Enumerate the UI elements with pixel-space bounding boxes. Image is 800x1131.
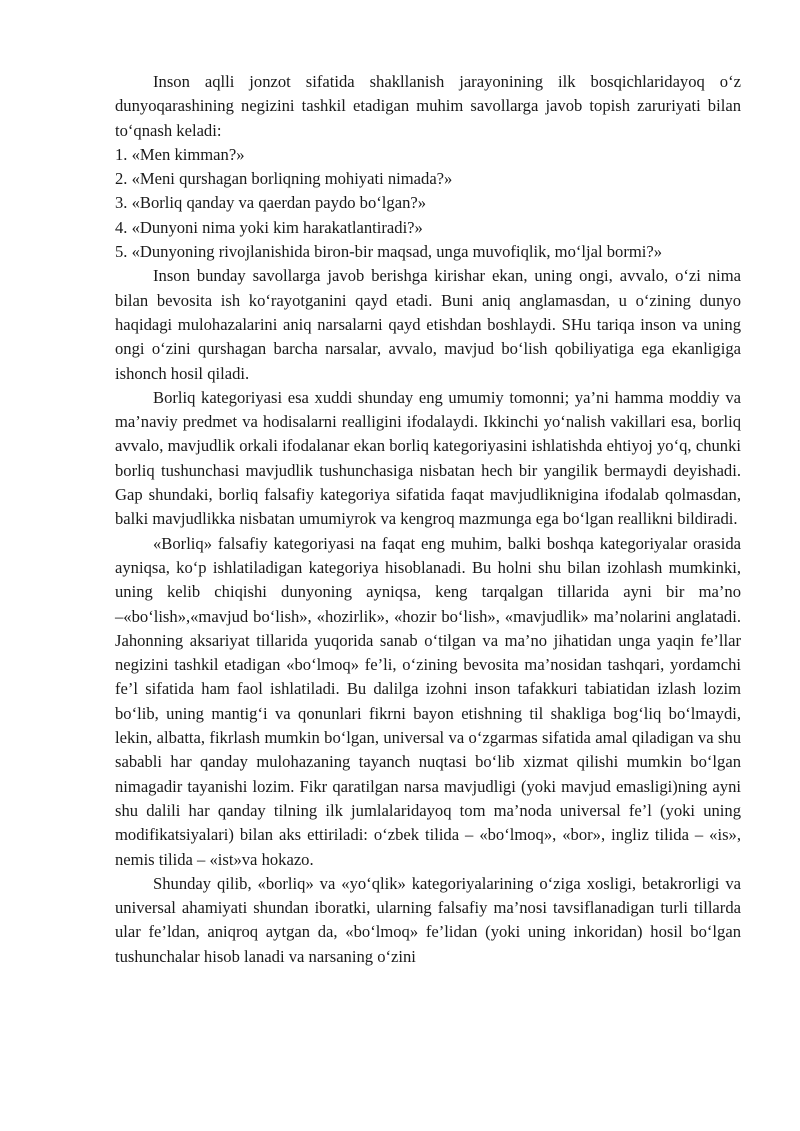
document-page xyxy=(115,70,741,969)
intro-paragraph: Inson aqlli jonzot sifatida shakllanish jarayonining ilk bosqichlaridayoq o‘z dunyoqarashining negizini tashkil etadigan muhim savollarga javob topish zaruriyati bilan to‘qnash keladi: xyxy=(115,72,741,140)
list-item: 4. «Dunyoni nima yoki kim harakatlantiradi?» xyxy=(115,217,423,237)
questions-list xyxy=(115,143,741,264)
body-paragraph: Shunday qilib, «borliq» va «yo‘qlik» kategoriyalarining o‘ziga xosligi, betakrorligi va universal ahamiyati shundan iboratki, ularning falsafiy ma’nosi tavsiflanadigan turli tillarda ular fe’ldan, aniqroq aytgan da, «bo‘lmoq» fe’lidan (yoki uning inkoridan) hosil bo‘lgan tushunchalar hisob lanadi va narsaning o‘zini xyxy=(115,873,741,966)
list-item: 1. «Men kimman?» xyxy=(115,144,245,164)
list-item: 2. «Meni qurshagan borliqning mohiyati nimada?» xyxy=(115,169,453,189)
body-paragraph: Inson bunday savollarga javob berishga kirishar ekan, uning ongi, avvalo, o‘zi nima bilan bevosita ish ko‘rayotganini qayd etadi. Buni aniq anglamasdan, u o‘zining dunyo haqidagi mulohazalarini aniq narsalarni qayd etishdan boshlaydi. SHu tariqa inson va uning ongi o‘zini qurshagan barcha narsalar, avvalo, mavjud bo‘lish qobiliyatiga ega ekanligiga ishonch hosil qiladi. xyxy=(115,266,741,383)
list-item: 3. «Borliq qanday va qaerdan paydo bo‘lgan?» xyxy=(115,193,427,213)
list-item: 5. «Dunyoning rivojlanishida biron-bir maqsad, unga muvofiqlik, mo‘ljal bormi?» xyxy=(115,242,663,262)
body-paragraph: «Borliq» falsafiy kategoriyasi na faqat eng muhim, balki boshqa kategoriyalar orasida ayniqsa, ko‘p ishlatiladigan kategoriya hisoblanadi. Bu holni shu bilan izohlash mumkinki, uning kelib chiqishi dunyoning ayniqsa, keng tarqalgan tillarida ayni bir ma’no –«bo‘lish»,«mavjud bo‘lish», «hozirlik», «hozir bo‘lish», «mavjudlik» ma’nolarini anglatadi. Jahonning aksariyat tillarida yuqorida sanab o‘tilgan va ma’no jihatidan unga yaqin fe’llar negizini tashkil etadigan «bo‘lmoq» fe’li, o‘zining bevosita ma’nosidan tashqari, yordamchi fe’l sifatida ham faol ishlatiladi. Bu dalilga izohni inson tafakkuri tabiatidan izlash lozim bo‘lib, uning mantig‘i va qonunlari fikrni bayon etishning til shakliga bog‘liq bo‘lmaydi, lekin, albatta, fikrlash mumkin bo‘lgan, universal va o‘zgarmas sifatida amal qiladigan va shu sababli har qanday mulohazaning tayanch nuqtasi bo‘lib xizmat qilishi mumkin bo‘lgan nimagadir tayanishi lozim. Fikr qaratilgan narsa mavjudligi (yoki mavjud emasligi)ning ayni shu dalili har qanday tilning ilk jumlalaridayoq tom ma’noda universal fe’l (yoki uning modifikatsiyalari) bilan aks ettiriladi: o‘zbek tilida – «bo‘lmoq», «bor», ingliz tilida – «is», nemis tilida – «ist»va hokazo. xyxy=(115,533,741,869)
body-paragraph: Borliq kategoriyasi esa xuddi shunday eng umumiy tomonni; ya’ni hamma moddiy va ma’naviy predmet va hodisalarni realligini ifodalaydi. Ikkinchi yo‘nalish vakillari esa, borliq avvalo, mavjudlik orkali ifodalanar ekan borliq kategoriyasini ishlatishda ehtiyoj yo‘q, chunki borliq tushunchasi mavjudlik tushunchasiga nisbatan hech bir yangilik bermaydi deyishadi. Gap shundaki, borliq falsafiy kategoriya sifatida faqat mavjudliknigina ifodalab qolmasdan, balki mavjudlikka nisbatan umumiyrok va kengroq mazmunga ega bo‘lgan reallikni bildiradi. xyxy=(115,387,741,529)
